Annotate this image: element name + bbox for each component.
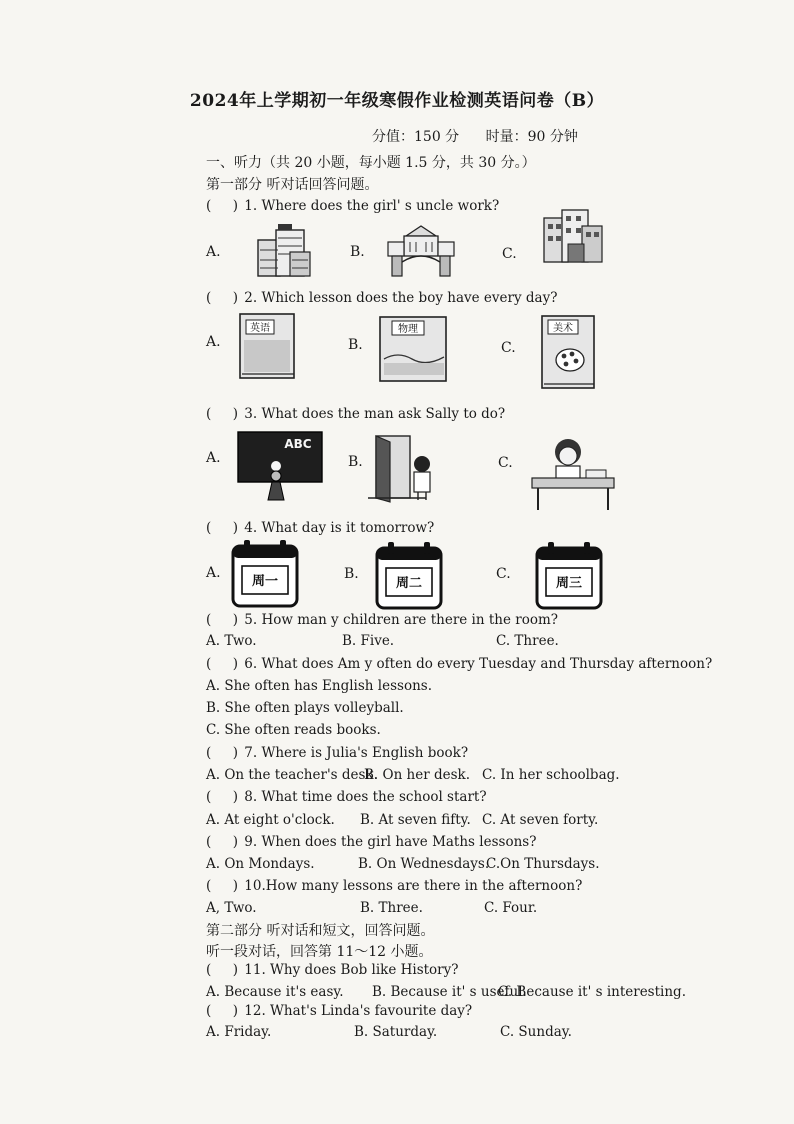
answer-blank[interactable]: ( ) [206,834,239,850]
question-5 [206,612,558,628]
option-label-b: B. [344,566,359,582]
question-text: 6. What does Am y often do every Tuesday and Thursday afternoon? [244,656,713,672]
question-text: 11. Why does Bob like History? [244,962,459,978]
option-c[interactable]: C. Sunday. [500,1024,572,1040]
answer-blank[interactable]: ( ) [206,878,239,894]
option-c[interactable]: C.On Thursdays. [486,856,600,872]
answer-blank[interactable]: ( ) [206,656,239,672]
question-text: 2. Which lesson does the boy have every day? [244,290,558,306]
time-limit: 时量：90 分钟 [485,129,578,145]
option-c[interactable]: C. Three. [496,633,559,649]
option-b[interactable]: B. Five. [342,633,395,649]
board-text: ABC [284,437,312,451]
answer-blank[interactable]: ( ) [206,745,239,761]
section-two-subheading: 听一段对话，回答第 11～12 小题。 [206,944,433,960]
option-b[interactable]: B. At seven fifty. [360,812,471,828]
total-score: 分值：150 分 [372,129,460,145]
question-9 [206,834,536,850]
option-label-c: C. [502,246,517,262]
calendar-tuesday-picture [374,540,444,612]
option-a[interactable]: A. Friday. [206,1024,272,1040]
question-text: 1. Where does the girl' s uncle work? [244,198,500,214]
option-c[interactable]: C. She often reads books. [206,722,381,738]
calendar-monday-picture [230,538,300,610]
calendar-wednesday-picture [534,540,604,612]
answer-blank[interactable]: ( ) [206,1003,239,1019]
option-b[interactable]: B. On her desk. [364,767,471,783]
question-2 [206,290,557,306]
question-1 [206,198,499,214]
part-one-heading: 一、听力（共 20 小题，每小题 1.5 分，共 30 分。） [206,155,536,171]
option-b[interactable]: B. On Wednesdays. [358,856,490,872]
blackboard-picture [236,430,324,506]
answer-blank[interactable]: ( ) [206,520,239,536]
section-one-heading: 第一部分 听对话回答问题。 [206,177,379,193]
question-11 [206,962,459,978]
option-a[interactable]: A. Two. [206,633,257,649]
calendar-label: 周一 [251,574,279,589]
option-a[interactable]: A. On the teacher's desk. [206,767,378,783]
question-text: 9. When does the girl have Maths lessons? [244,834,537,850]
book-label: 物理 [398,324,418,335]
book-label: 英语 [250,323,270,334]
option-a[interactable]: A. At eight o'clock. [206,812,335,828]
option-label-c: C. [501,340,516,356]
question-text: 4. What day is it tomorrow? [244,520,435,536]
option-label-a: A. [206,565,221,581]
exam-title: 2024年上学期初一年级寒假作业检测英语问卷（B） [189,91,605,111]
question-text: 8. What time does the school start? [244,789,487,805]
option-b[interactable]: B. Three. [360,900,423,916]
option-label-a: A. [206,334,221,350]
question-10 [206,878,582,894]
question-text: 7. Where is Julia's English book? [244,745,469,761]
answer-blank[interactable]: ( ) [206,962,239,978]
calendar-label: 周二 [395,576,423,591]
option-label-c: C. [498,455,513,471]
factory-picture [542,208,604,264]
option-c[interactable]: C. At seven forty. [482,812,599,828]
office-building-picture [252,222,314,280]
option-c[interactable]: C. Four. [484,900,538,916]
question-text: 12. What's Linda's favourite day? [244,1003,473,1019]
answer-blank[interactable]: ( ) [206,198,239,214]
question-4 [206,520,434,536]
section-two-heading: 第二部分 听对话和短文，回答问题。 [206,923,435,939]
answer-blank[interactable]: ( ) [206,290,239,306]
book-label: 美术 [553,323,573,334]
option-label-a: A. [206,244,221,260]
option-label-c: C. [496,566,511,582]
option-b[interactable]: B. Because it' s useful. [372,984,527,1000]
art-book-picture [540,314,598,392]
english-book-picture [238,312,298,382]
answer-blank[interactable]: ( ) [206,789,239,805]
open-door-picture [366,432,444,504]
option-label-b: B. [348,337,363,353]
score-line [372,126,600,146]
question-3 [206,406,505,422]
girl-at-desk-picture [530,434,616,512]
calendar-label: 周三 [555,576,583,591]
answer-blank[interactable]: ( ) [206,406,239,422]
option-label-b: B. [348,454,363,470]
option-b[interactable]: B. Saturday. [354,1024,438,1040]
question-7 [206,745,468,761]
option-a[interactable]: A. On Mondays. [206,856,315,872]
answer-blank[interactable]: ( ) [206,612,239,628]
option-c[interactable]: C. Because it' s interesting. [498,984,686,1000]
school-gate-picture [384,222,458,278]
question-text: 10.How many lessons are there in the afternoon? [244,878,583,894]
option-a[interactable]: A, Two. [206,900,257,916]
question-6 [206,656,712,672]
option-a[interactable]: A. Because it's easy. [206,984,344,1000]
question-text: 5. How man y children are there in the room? [244,612,559,628]
question-8 [206,789,487,805]
question-text: 3. What does the man ask Sally to do? [244,406,506,422]
question-12 [206,1003,472,1019]
option-c[interactable]: C. In her schoolbag. [482,767,620,783]
option-a[interactable]: A. She often has English lessons. [206,678,432,694]
option-b[interactable]: B. She often plays volleyball. [206,700,404,716]
option-label-b: B. [350,244,365,260]
physics-book-picture [378,315,450,385]
option-label-a: A. [206,450,221,466]
